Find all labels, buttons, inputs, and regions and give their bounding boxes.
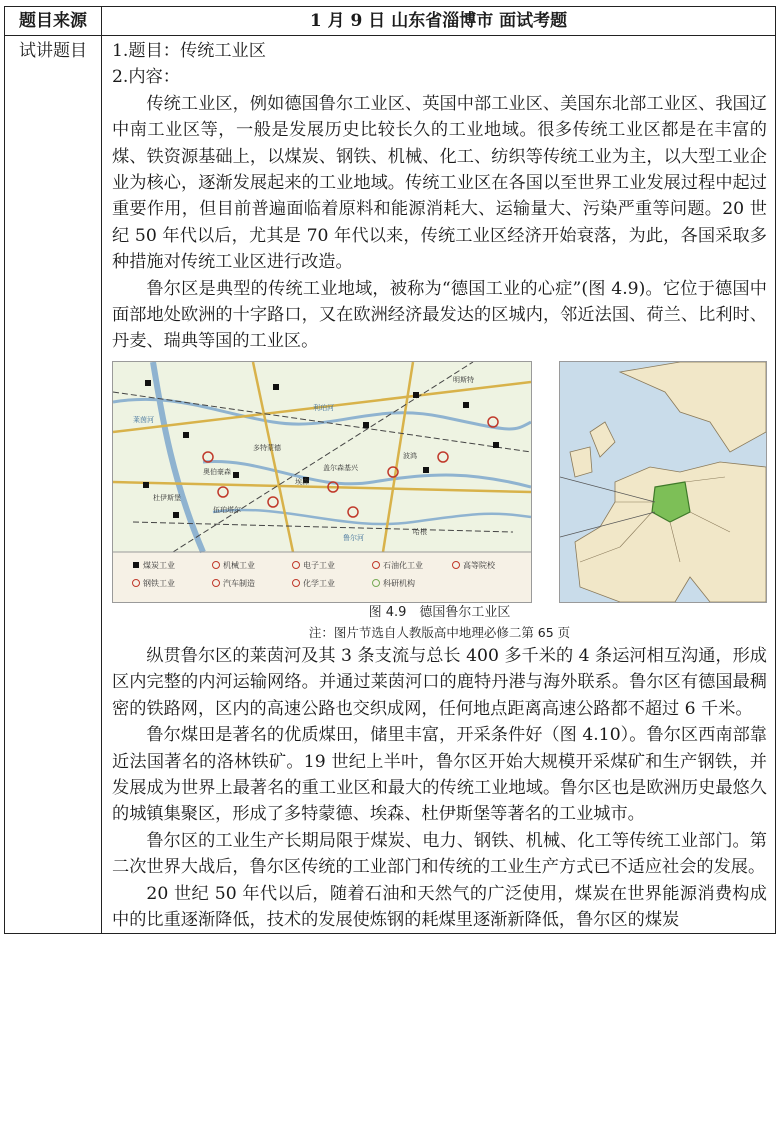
paragraph-5: 鲁尔区的工业生产长期局限于煤炭、电力、钢铁、机械、化工等传统工业部门。第二次世界大战后，鲁尔区传统的工业部门和传统的工业生产方式已不适应社会的发展。 (112, 830, 767, 878)
document-page (4, 6, 776, 1139)
paragraph-2: 鲁尔区是典型的传统工业地域，被称为“德国工业的心症”(图 4.9)。它位于德国中面部地处欧洲的十字路口，又在欧洲经济最发达的区城内，邻近法国、荷兰、比利时、丹麦、瑞典等国的工业区。 (112, 278, 767, 352)
topic-label: 试讲题目 (5, 36, 102, 934)
ruhr-map-drawing (113, 362, 531, 602)
city-label-4: 杜伊斯堡 (153, 493, 181, 502)
paragraph-6: 20 世纪 50 年代以后，随着石油和天然气的广泛使用，煤炭在世界能源消费构成中的比重逐渐降低，技术的发展使炼钢的耗煤里逐渐新降低，鲁尔区的煤炭 (112, 883, 767, 930)
city-label-7: 哈根 (413, 527, 427, 536)
paragraph-4: 鲁尔煤田是著名的优质煤田，储里丰富，开采条件好（图 4.10）。鲁尔区西南部靠近法国著名的洛林铁矿。19 世纪上半叶，鲁尔区开始大规模开采煤矿和生产钢铁，并发展成为世界上最著名的重工业区和最大的传统工业地域。鲁尔区也是欧洲历史最悠久的城镇集聚区，形成了多特蒙德、埃森、杜伊斯堡等著名的工业城市。 (112, 725, 767, 825)
legend-label-1: 煤炭工业 (143, 560, 175, 570)
city-label-1: 明斯特 (453, 375, 474, 384)
title-line: 1.题目：传统工业区 (112, 41, 266, 61)
exam-table (4, 6, 776, 934)
city-label-5: 波鸿 (403, 451, 417, 460)
city-label-8: 伍珀塔尔 (213, 505, 241, 514)
paragraph-3: 纵贯鲁尔区的莱茵河及其 3 条支流与总长 400 多千米的 4 条运河相互沟通，形成区内完整的内河运输网络。并通过莱茵河口的鹿特丹港与海外联系。鲁尔区有德国最稠密的铁路网，区内的高速公路也交织成网，任何地点距离高速公路都不超过 6 千米。 (112, 645, 767, 719)
legend-label-3: 电子工业 (303, 560, 335, 570)
ruhr-map-image (112, 361, 532, 603)
city-label-9: 奥伯豪森 (203, 467, 231, 476)
source-value: 1 月 9 日 山东省淄博市 面试考题 (102, 7, 776, 36)
river-label-3: 利珀河 (313, 403, 334, 412)
legend-label-5: 高等院校 (463, 560, 495, 570)
city-label-3: 埃森 (295, 477, 309, 486)
city-label-2: 多特蒙德 (253, 443, 281, 452)
europe-map-drawing (560, 362, 766, 602)
figure-4-9 (112, 361, 767, 601)
header-row (5, 7, 776, 36)
source-label: 题目来源 (5, 7, 102, 36)
city-label-6: 盖尔森基兴 (323, 463, 358, 472)
figure-caption: 图 4.9 德国鲁尔工业区 (368, 604, 511, 620)
topic-content-cell (102, 36, 776, 934)
content-label: 2.内容： (112, 67, 180, 88)
topic-row (5, 36, 776, 934)
legend-label-4: 石油化工业 (383, 560, 423, 570)
river-label-1: 莱茵河 (133, 415, 154, 424)
legend-label-8: 化学工业 (303, 578, 335, 588)
paragraph-1: 传统工业区，例如德国鲁尔工业区、英国中部工业区、美国东北部工业区、我国辽中南工业区等，一般是发展历史比较长久的工业地域。很多传统工业区都是在丰富的煤、铁资源基础上，以煤炭、钢铁、机械、化工、纺织等传统工业为主，以大型工业企业为核心，逐渐发展起来的工业地域。传统工业区在各国以至世界工业发展过程中起过重要作用，但目前普遍面临着原料和能源消耗大、运输量大、污染严重等问题。20 世纪 50 年代以后，尤其是 70 年代以来，传统工业区经济开始衰落，为此，各国采取多种措施对传统工业区进行改造。 (112, 93, 767, 273)
legend-label-6: 钢铁工业 (143, 578, 175, 588)
legend-label-7: 汽车制造 (223, 578, 255, 588)
topic-content (102, 36, 775, 933)
legend-label-2: 机械工业 (223, 560, 255, 570)
legend-label-9: 科研机构 (383, 578, 415, 588)
river-label-2: 鲁尔河 (343, 533, 364, 542)
figure-source-note: 注：图片节选自人教版高中地理必修二第 65 页 (308, 624, 571, 640)
europe-locator-map (559, 361, 767, 603)
